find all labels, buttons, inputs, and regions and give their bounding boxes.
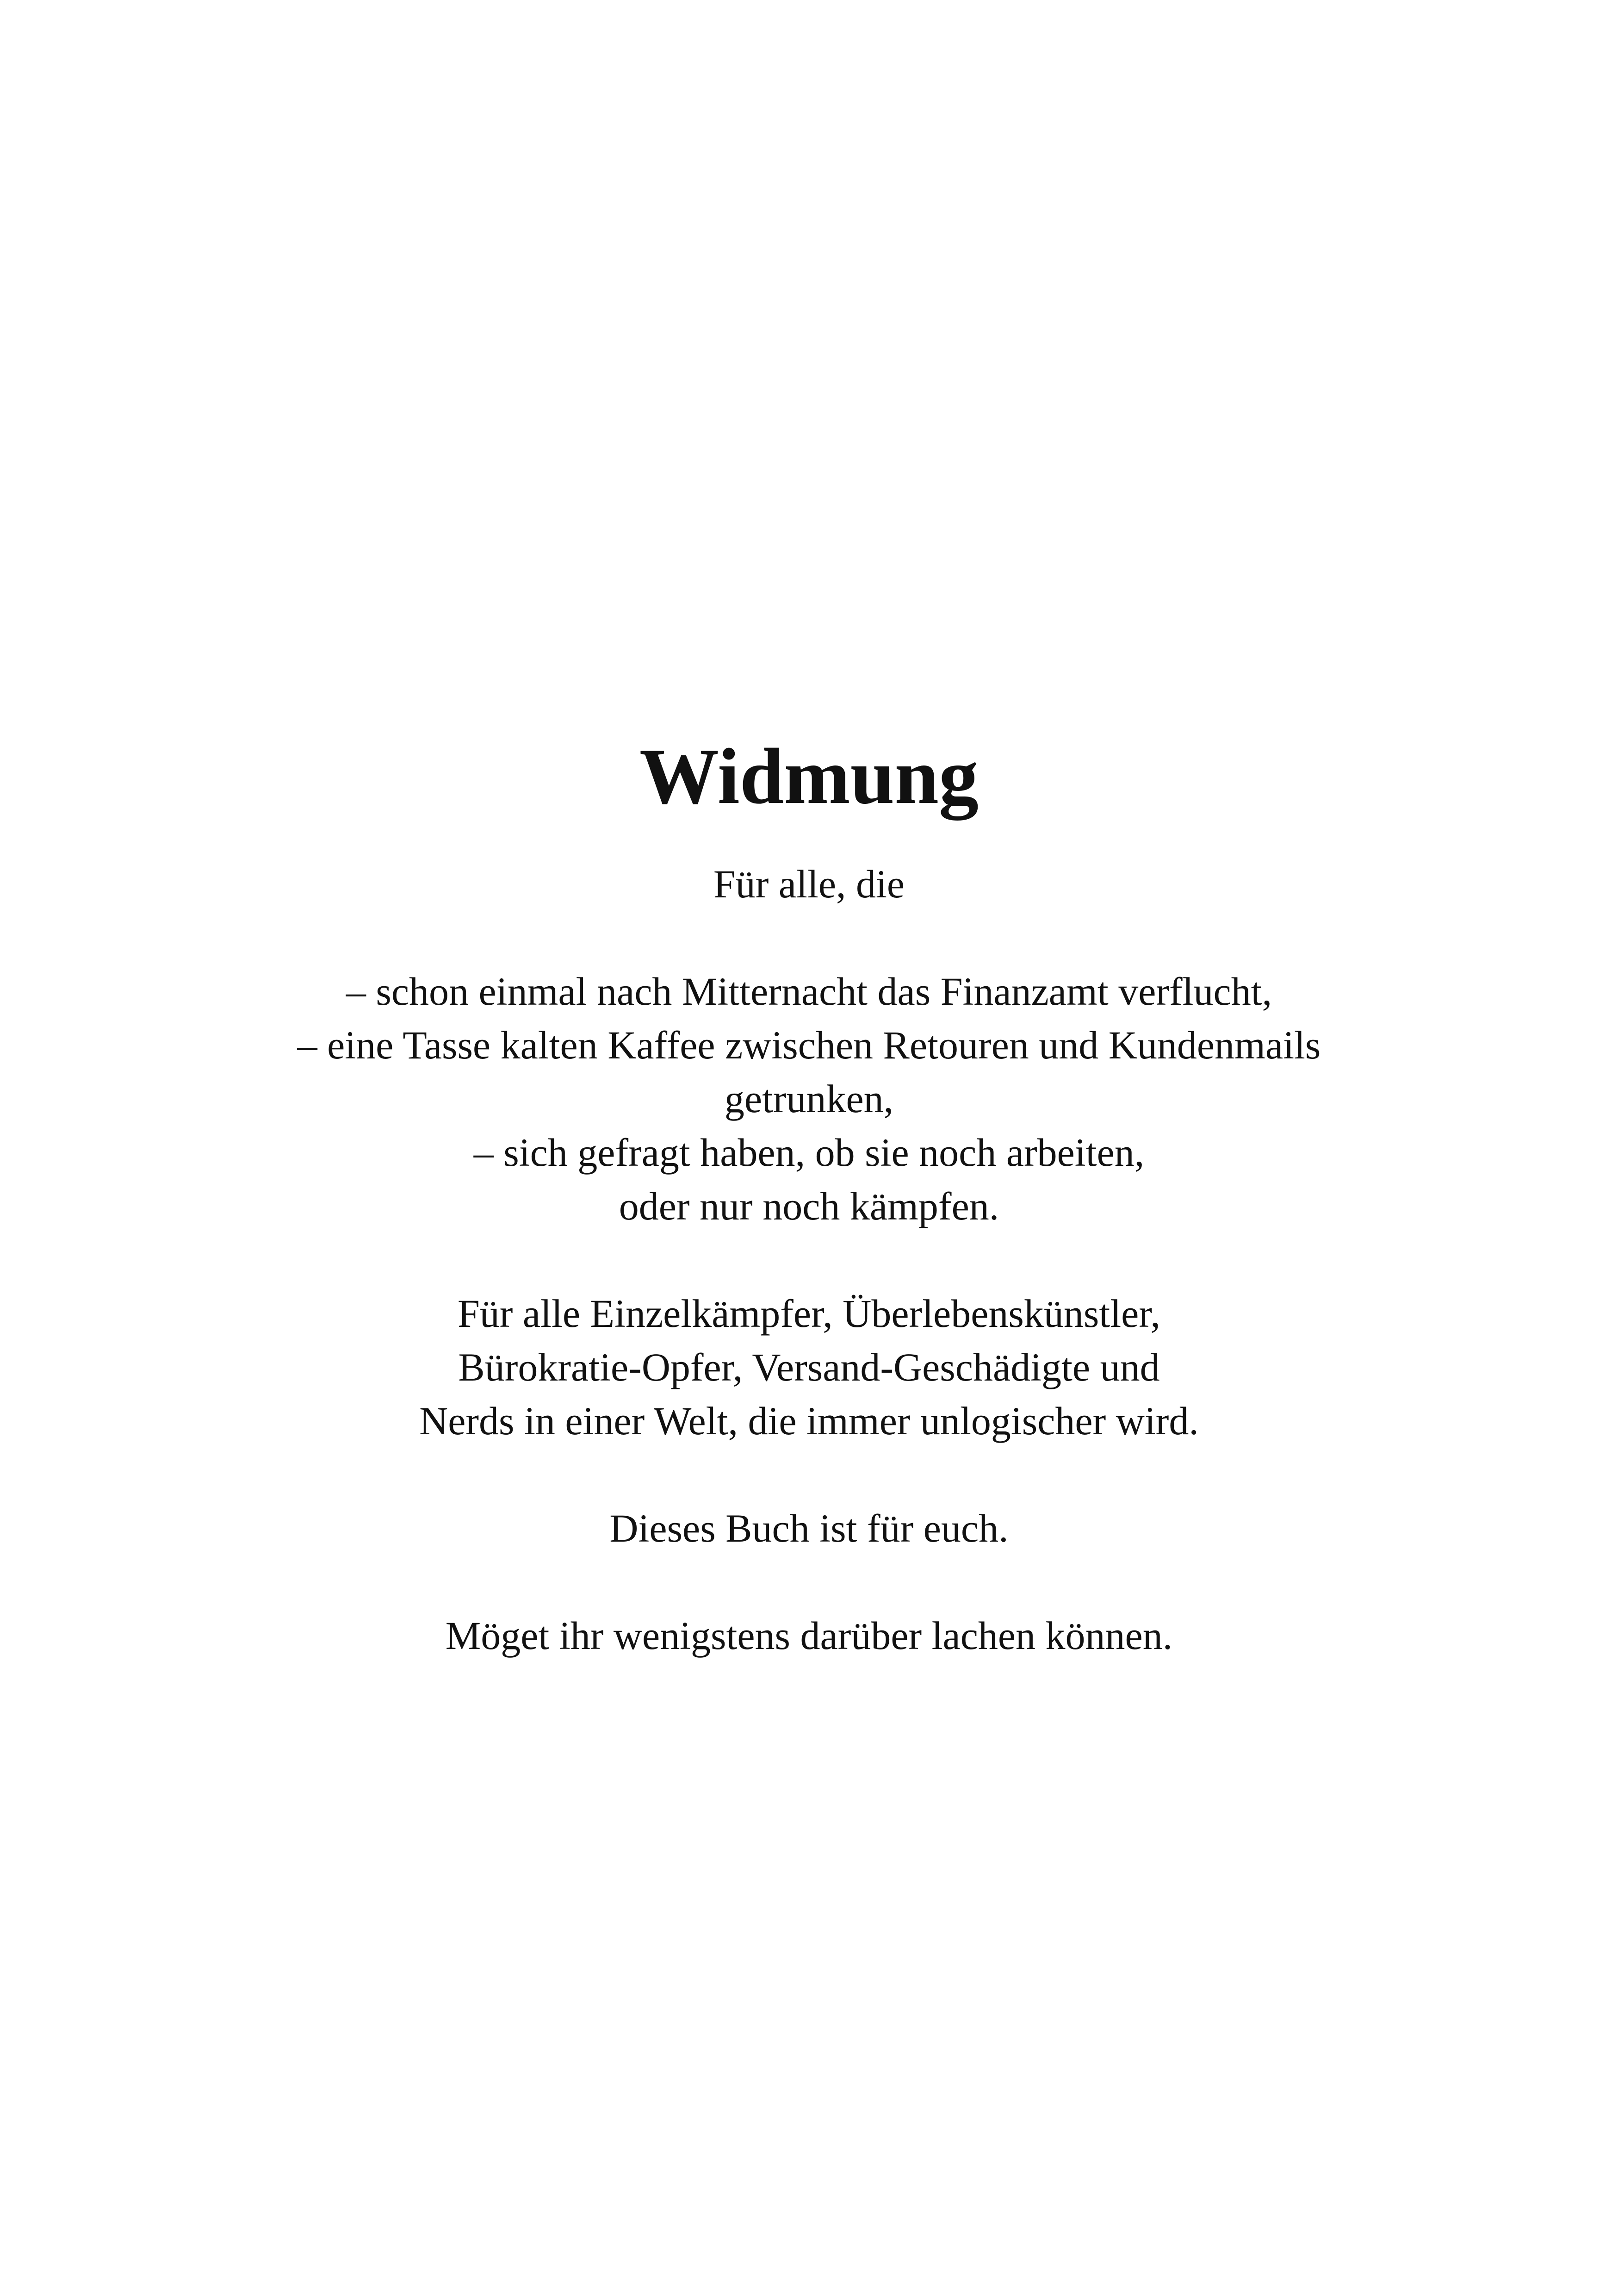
stanza-line: Bürokratie-Opfer, Versand-Geschädigte und [458,1345,1160,1389]
closing-line: Möget ihr wenigstens darüber lachen können. [445,1613,1173,1658]
stanza-line: Für alle Einzelkämpfer, Überlebenskünstler, [457,1291,1161,1336]
stanza-line: – eine Tasse kalten Kaffee zwischen Retouren und Kundenmails [297,1023,1321,1067]
spacer [0,1233,1618,1287]
stanza-line: getrunken, [724,1076,894,1121]
stanza-line: – schon einmal nach Mitternacht das Finanzamt verflucht, [346,969,1272,1014]
stanza-line: oder nur noch kämpfen. [619,1184,999,1228]
spacer [0,1555,1618,1609]
spacer [0,911,1618,964]
dedication-block [0,733,1618,1662]
intro-line: Für alle, die [713,862,905,906]
stanza-line: Nerds in einer Welt, die immer unlogischer wird. [419,1399,1199,1443]
stanza-people [0,1287,1618,1448]
book-line: Dieses Buch ist für euch. [609,1506,1009,1550]
dedication-title: Widmung [639,733,979,821]
spacer [0,1448,1618,1501]
stanza-line: – sich gefragt haben, ob sie noch arbeiten, [473,1130,1145,1175]
stanza-dashes [0,964,1618,1233]
